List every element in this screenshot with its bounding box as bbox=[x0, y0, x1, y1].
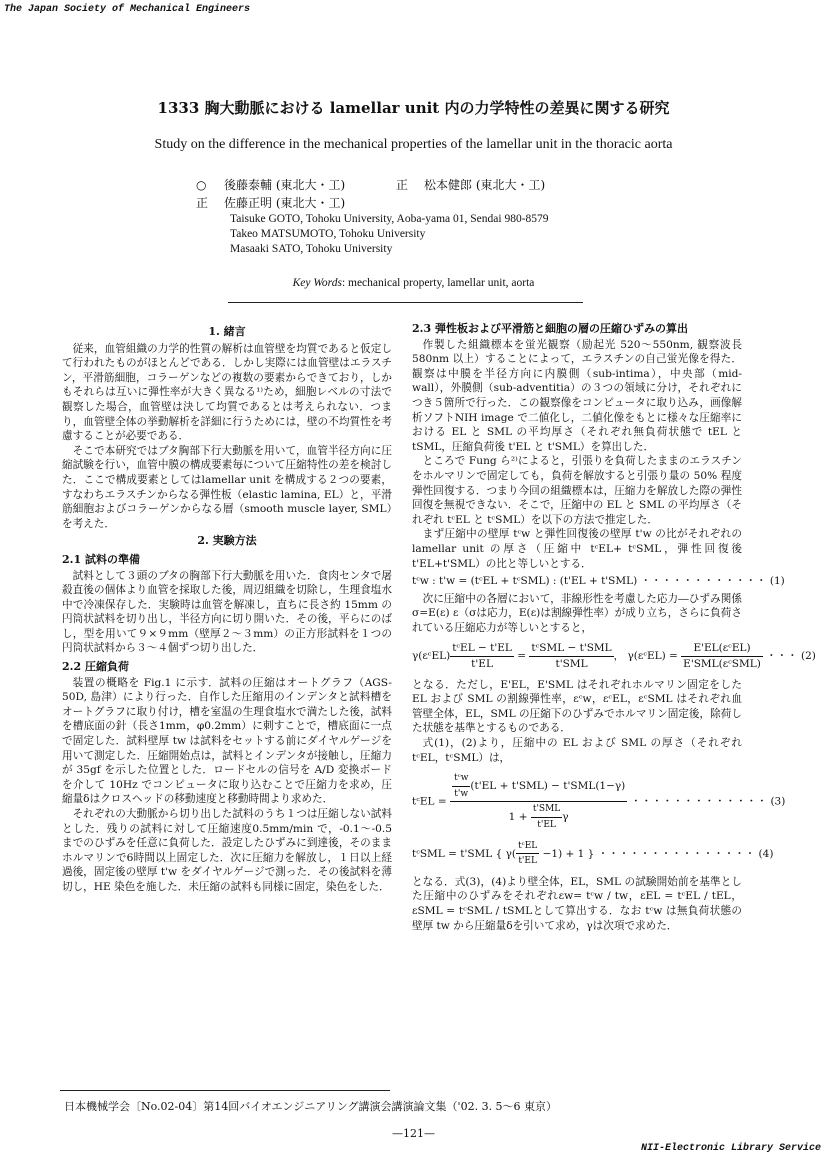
paragraph: 試料として３頭のブタの胸部下行大動脈を用いた．食肉センタで屠殺直後の個体より血管を採取した後，周辺組織を切除し，生理食塩水中で冷凍保存した．実験時は血管を解凍し，直ちに長さ約 15mm の円筒状試料を切り出し，半径方向に切り開いた．その後，平らにのばし，型を用いて９×９mm（壁厚２～３mm）の正方形試料を１つの円筒状試料から３～４個ずつ切り出した． bbox=[62, 569, 392, 655]
author-row bbox=[196, 176, 549, 194]
equation-1: tᶜw : t'w = (tᶜEL + tᶜSML) : (t'EL + t'SML) ・・・・・・・・・・・・ (1) bbox=[412, 575, 785, 588]
equation-3: tᶜEL = $\frac{\text{tᶜw}}{t'w}$ (t'EL + t'SML) − t'SML(1−γ) 1 + $\frac{\text{t'SML}}{t'EL}$ γ ・・・・・・・・・・・・・ (3) bbox=[412, 773, 786, 830]
equation-4: tᶜSML = t'SML { γ( $\frac{\text{tᶜEL}}{t'EL}$ −1) + 1 } ・・・・・・・・・・・・・・・ (4) bbox=[412, 840, 774, 867]
author-name: 佐藤正明 (東北大・工) bbox=[224, 196, 346, 210]
presenter-mark: ○ bbox=[196, 178, 207, 192]
equation-number: ・・・・・・・・・・・・・ (3) bbox=[630, 795, 786, 808]
keywords-rule bbox=[228, 302, 583, 303]
section-heading: 1. 緒言 bbox=[208, 325, 246, 338]
author-affiliation: Masaaki SATO, Tohoku University bbox=[230, 243, 393, 255]
paragraph: 式(1)，(2)より，圧縮中の EL および SML の厚さ（それぞれ tᶜEL，tᶜSML）は， bbox=[412, 737, 742, 764]
paragraph: それぞれの大動脈から切り出した試料のうち１つは圧縮しない試料とした．残りの試料に対して圧縮速度0.5mm/min で，-0.1～-0.5 までのひずみを任意に負荷した．設定したひずみに到達後，そのままホルマリンで6時間以上固定した．次に圧縮力を解放し，１日以上経過後，固定後の壁厚 t'w をダイヤルゲージで測った．その後試料を薄切し，HE 染色を施した．未圧縮の試料も同様に固定，染色をした． bbox=[62, 808, 392, 893]
library-footer: NII-Electronic Library Service bbox=[640, 1143, 821, 1154]
author-block bbox=[196, 176, 549, 257]
subsection-heading: 2.1 試料の準備 bbox=[62, 552, 140, 566]
subsection-heading: 2.2 圧縮負荷 bbox=[62, 660, 129, 674]
author-affiliation: Takeo MATSUMOTO, Tohoku University bbox=[230, 228, 426, 240]
paper-title-ja: 1333 胸大動脈における lamellar unit 内の力学特性の差異に関する研究 bbox=[157, 99, 670, 117]
footer-rule bbox=[60, 1090, 390, 1091]
paragraph: そこで本研究ではブタ胸部下行大動脈を用いて，血管半径方向に圧縮試験を行い，血管中膜の構成要素毎について圧縮特性の差を検討した．ここで構成要素としてはlamellar unit を構成する２つの要素，すなわちエラスチンからなる弾性板（elastic lamina, EL）と，平滑筋細胞およびコラーゲンからなる層（smooth muscle layer, SML）を考えた． bbox=[62, 444, 392, 530]
paragraph: となる．式(3)，(4)より壁全体，EL，SML の試験開始前を基準とした圧縮中のひずみをそれぞれεw= tᶜw / tw，εEL = tᶜEL / tEL，εSML = tᶜSML / tSMLとして算出する．なお tᶜw は無負荷状態の壁厚 tw から圧縮量δを引いて求め，γは次項で求めた． bbox=[412, 875, 742, 932]
paragraph: 作製した組織標本を蛍光観察（励起光 520～550nm, 観察波長 580nm 以上）することによって，エラスチンの自己蛍光像を得た．観察は中膜を半径方向に内膜側（sub-intima），中央部（mid-wall），外膜側（sub-adventitia）の３つの領域に分け，それぞれにつき５箇所で行った．この観察像をコンピュータに取り込み，画像解析ソフトNIH image で二値化し，二値化像をもとに様々な圧縮率における EL と SML の平均厚さ（それぞれ無負荷状態で tEL と tSML，圧縮負荷後 t'EL と t'SML）を算出した． bbox=[412, 338, 742, 453]
paragraph: まず圧縮中の壁厚 tᶜw と弾性回復後の壁厚 t'w の比がそれぞれの lamellar unit の厚さ（圧縮中 tᶜEL+ tᶜSML，弾性回復後 t'EL+t'SML）の比と等しいとする． bbox=[412, 528, 742, 570]
paragraph: ところで Fung ら²⁾によると，引張りを負荷したままのエラスチンをホルマリンで固定しても，負荷を解放すると引張り量の 50% 程度弾性回復する．つまり今回の組織標本は，圧縮力を解放した際の弾性回復を無視できない．そこで，圧縮中の EL と SML の平均厚さ（それぞれ tᶜEL と tᶜSML）を以下の方法で推定した． bbox=[412, 455, 742, 526]
member-mark: 正 bbox=[396, 178, 409, 192]
keywords-text: : mechanical property, lamellar unit, aorta bbox=[341, 277, 535, 289]
society-header: The Japan Society of Mechanical Engineers bbox=[4, 4, 251, 15]
author-affiliation: Taisuke GOTO, Tohoku University, Aoba-yama 01, Sendai 980-8579 bbox=[230, 213, 549, 225]
subsection-heading: 2.3 弾性板および平滑筋と細胞の層の圧縮ひずみの算出 bbox=[412, 322, 688, 335]
equation-2: γ(εᶜEL) $\frac{\text{tᶜEL − t'EL}}{t'EL}$ = $\frac{\text{tᶜSML − t'SML}}{\text{t'SML}}$ ， γ(εᶜEL) = $\frac{\text{E'EL(εᶜEL)}}{\text{E'SML(εᶜSML)}}$ ・・・ (2) bbox=[412, 642, 816, 671]
equation-number: ・・・・・・・・・・・・・・・ (4) bbox=[597, 847, 774, 860]
paragraph: となる．ただし，E'EL，E'SML はそれぞれホルマリン固定をした EL および SML の割線弾性率，εᶜw，εᶜEL，εᶜSML はそれぞれ血管壁全体，EL，SML の圧縮下のひずみでホルマリン固定後，除荷した状態を基準とするものである． bbox=[412, 678, 742, 735]
section-heading: 2. 実験方法 bbox=[197, 534, 257, 548]
author-name: 松本健郎 (東北大・工) bbox=[424, 178, 546, 192]
author-name: 後藤泰輔 (東北大・工) bbox=[224, 178, 346, 192]
keywords bbox=[0, 277, 827, 289]
left-column bbox=[62, 322, 392, 895]
paper-title-en: Study on the difference in the mechanical properties of the lamellar unit in the thoracic aorta bbox=[154, 137, 673, 152]
paragraph: 従来，血管組織の力学的性質の解析は血管壁を均質であると仮定して行われたものがほとんどである．しかし実際には血管壁はエラスチン，平滑筋細胞，コラーゲンなどの複数の要素からできており，しかもそれらは互いに弾性率が大きく異なる¹⁾ため，細胞レベルの寸法で観察した場合，血管壁は決して均質であるとは考えられない．つまり，血管壁全体の挙動解析を詳細に行うためには，壁の不均質性を考慮することが必要である． bbox=[62, 342, 392, 443]
member-mark: 正 bbox=[196, 196, 209, 210]
page-number: —121— bbox=[392, 1127, 435, 1140]
right-column bbox=[412, 322, 816, 933]
keywords-label: Key Words bbox=[292, 277, 342, 289]
author-row bbox=[196, 194, 549, 212]
equation-number: ・・・ (2) bbox=[766, 650, 816, 663]
proceedings-footer: 日本機械学会〔No.02-04〕第14回バイオエンジニアリング講演会講演論文集（'02. 3. 5～6 東京） bbox=[64, 1100, 558, 1113]
paragraph: 次に圧縮中の各層において，非線形性を考慮した応力―ひずみ関係σ=E(ε) ε（σは応力，E(ε)は割線弾性率）が成り立ち，さらに負荷されている圧縮応力が等しいとすると， bbox=[412, 592, 742, 634]
paragraph: 装置の概略を Fig.1 に示す．試料の圧縮はオートグラフ（AGS-50D, 島津）により行った．自作した圧縮用のインデンタと試料槽をオートグラフに取り付け，槽を室温の生理食塩水で満たした後，試料を槽底面の針（長さ1mm，φ0.2mm）に刺すことで，槽底面に一点で固定した．試料壁厚 tw は試料をセットする前にダイヤルゲージを用いて測定した．圧縮開始点は，試料とインデンタが接触し，圧縮力が 35gf を示した位置とした．ロードセルの信号を A/D 変換ボードを介して 10Hz でコンピュータに取り込むことで圧縮力を求め，圧縮量δはクロスヘッドの移動速度と移動時間より求めた． bbox=[62, 676, 392, 806]
